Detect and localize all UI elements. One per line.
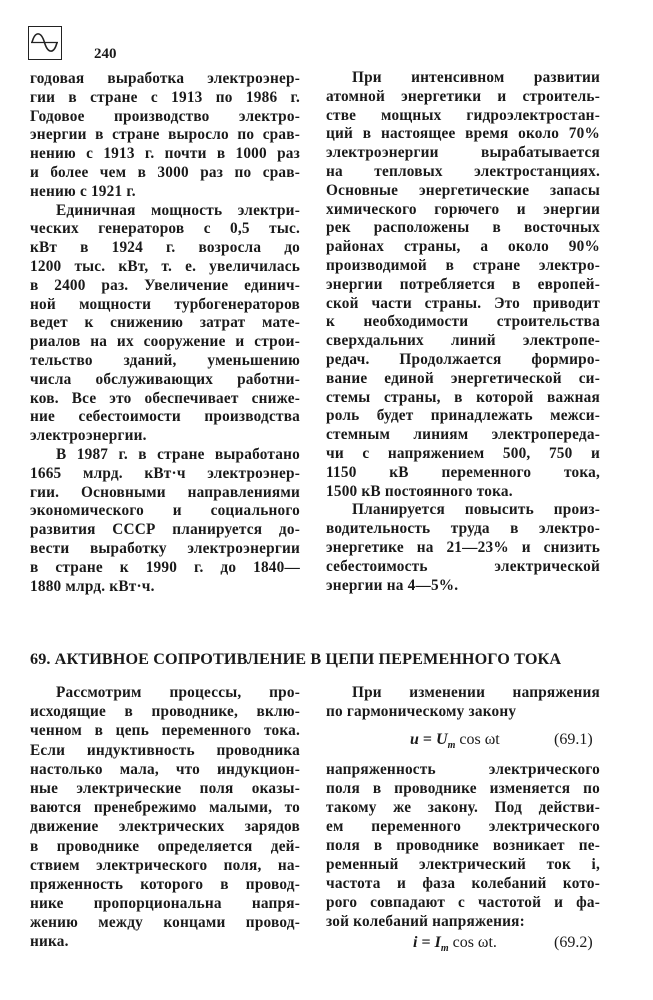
text-line: жению между концами провод- <box>30 914 300 932</box>
left-column-bottom <box>30 683 300 952</box>
text-line: и более чем в 3000 раз по срав- <box>30 163 300 181</box>
text-line: нению с 1921 г. <box>30 182 136 200</box>
text-line: атомной энергетики и строитель- <box>326 87 600 105</box>
formula-lhs: u <box>410 731 419 748</box>
right-intro <box>326 683 600 721</box>
text-line: энергии потребляется в европей- <box>326 275 600 293</box>
text-line: к необходимости строительства <box>326 313 600 331</box>
text-line: нению с 1913 г. почти в 1000 раз <box>30 145 300 163</box>
text-line: зой колебаний напряжения: <box>326 913 525 930</box>
formula-eq: = <box>417 934 435 951</box>
text-line: числа обслуживающих работни- <box>30 370 300 388</box>
text-line: стемным линиям электропереда- <box>326 426 600 444</box>
text-line: ника. <box>30 933 69 951</box>
section-heading: 69. АКТИВНОЕ СОПРОТИВЛЕНИЕ В ЦЕПИ ПЕРЕМЕННОГО ТОКА <box>30 650 562 668</box>
text-line: ведет к снижению затрат мате- <box>30 314 300 332</box>
text-line: ков. Все это обеспечивает сниже- <box>30 389 300 407</box>
text-line: в стране к 1990 г. до 1840— <box>30 558 300 576</box>
text-line: такому же закону. Под действи- <box>326 799 600 816</box>
text-line: электроэнергии вырабатывается <box>326 144 600 162</box>
text-line: движение электрических зарядов <box>30 818 300 836</box>
text-line: ций в настоящее время около 70% <box>326 125 600 143</box>
text-line: При интенсивном развитии <box>352 69 600 86</box>
text-line: 1665 млрд. кВт·ч электроэнер- <box>30 464 300 482</box>
text-line: В 1987 г. в стране выработано <box>56 445 300 463</box>
text-line: ные электрические поля оказы- <box>30 779 300 797</box>
text-line: Если индуктивность проводника <box>30 741 300 759</box>
formula-eq: = <box>418 731 437 748</box>
text-line: рек расположены в восточных <box>326 219 600 237</box>
formula-lhs: i <box>413 934 418 951</box>
text-line: 1150 кВ переменного тока, <box>326 463 600 481</box>
formula-sub: m <box>440 943 449 955</box>
text-line: 1880 млрд. кВт·ч. <box>30 577 155 595</box>
text-line: нике пропорциональна напря- <box>30 895 300 913</box>
text-line: редач. Продолжается формиро- <box>326 350 600 368</box>
sine-wave-icon <box>28 26 62 60</box>
text-line: 1200 тыс. кВт, т. е. увеличилась <box>30 257 300 275</box>
text-line: Единичная мощность электри- <box>56 201 300 219</box>
text-line: на тепловых электростанциях. <box>326 162 600 180</box>
right-column-top <box>326 69 600 595</box>
text-line: в проводнике определяется дей- <box>30 837 300 855</box>
text-line: развития СССР планируется до- <box>30 521 300 539</box>
formula-rest: cos ωt. <box>448 934 497 951</box>
text-line: энергии в стране выросло по срав- <box>30 126 300 144</box>
text-line: поля в проводнике изменяется по <box>326 780 600 797</box>
text-line: 1500 кВ постоянного тока. <box>326 482 513 500</box>
text-line: энергетике на 21—23% и снизить <box>326 538 600 556</box>
text-line: кВт в 1924 г. возросла до <box>30 239 300 257</box>
text-line: частота и фаза колебаний кото- <box>326 875 600 892</box>
text-line: ческих генераторов с 0,5 тыс. <box>30 220 300 238</box>
right-body <box>326 760 600 931</box>
text-line: риалов на их сооружение и строи- <box>30 333 300 351</box>
text-line: годовая выработка электроэнер- <box>30 70 300 87</box>
text-line: ствием электрического поля, на- <box>30 856 300 874</box>
text-line: гии. Основными направлениями <box>30 483 300 501</box>
formula-sub: m <box>447 740 456 752</box>
text-line: вание единой энергетической си- <box>326 369 600 387</box>
formula-amplitude: U <box>436 731 448 748</box>
text-line: себестоимость электрической <box>326 557 600 575</box>
text-line: Планируется повысить произ- <box>352 501 600 519</box>
text-line: по гармоническому закону <box>326 703 517 720</box>
text-line: ние себестоимости производства <box>30 408 300 426</box>
text-line: в 2400 раз. Увеличение единич- <box>30 276 300 294</box>
text-line: рого совпадают с частотой и фа- <box>326 894 600 911</box>
page-number: 240 <box>94 46 117 62</box>
text-line: ременный электрический ток i, <box>326 856 600 873</box>
text-line: энергии на 4—5%. <box>326 576 459 594</box>
text-line: исходящие в проводнике, вклю- <box>30 703 300 721</box>
text-line: поля в проводнике возникает пе- <box>326 837 600 854</box>
formula-69-1 <box>410 731 500 751</box>
text-line: производимой в стране электро- <box>326 256 600 274</box>
equation-number: (69.2) <box>554 934 593 951</box>
text-line: настолько мала, что индукцион- <box>30 760 300 778</box>
left-column-top <box>30 70 300 596</box>
text-line: стве мощных гидроэлектростан- <box>326 106 600 124</box>
text-line: пряженность которого в провод- <box>30 875 300 893</box>
text-line: водительность труда в электро- <box>326 520 600 538</box>
text-line: Годовое производство электро- <box>30 107 300 125</box>
text-line: ной мощности турбогенераторов <box>30 295 300 313</box>
formula-69-2 <box>413 934 497 954</box>
text-line: ваются пренебрежимо малыми, то <box>30 799 300 817</box>
text-line: Основные энергетические запасы <box>326 181 600 199</box>
text-line: сверхдальних линий электропе- <box>326 332 600 350</box>
text-line: Рассмотрим процессы, про- <box>56 684 300 701</box>
text-line: ской части страны. Это приводит <box>326 294 600 312</box>
formula-rest: cos ωt <box>455 731 500 748</box>
text-line: стемы страны, в которой важная <box>326 388 600 406</box>
text-line: электроэнергии. <box>30 427 147 445</box>
text-line: районах страны, а около 90% <box>326 238 600 256</box>
text-line: экономического и социального <box>30 502 300 520</box>
text-line: ченном в цепь переменного тока. <box>30 722 300 740</box>
text-line: чи с напряжением 500, 750 и <box>326 444 600 462</box>
text-line: роль будет принадлежать межси- <box>326 407 600 425</box>
text-line: напряженность электрического <box>326 761 600 778</box>
text-line: химического горючего и энергии <box>326 200 600 218</box>
text-line: ем переменного электрического <box>326 818 600 835</box>
equation-number: (69.1) <box>554 731 593 748</box>
text-line: вести выработку электроэнергии <box>30 539 300 557</box>
text-line: При изменении напряжения <box>352 684 600 701</box>
formula-amplitude: I <box>434 934 441 951</box>
text-line: гии в стране с 1913 по 1986 г. <box>30 88 300 106</box>
text-line: тельство зданий, уменьшению <box>30 351 300 369</box>
